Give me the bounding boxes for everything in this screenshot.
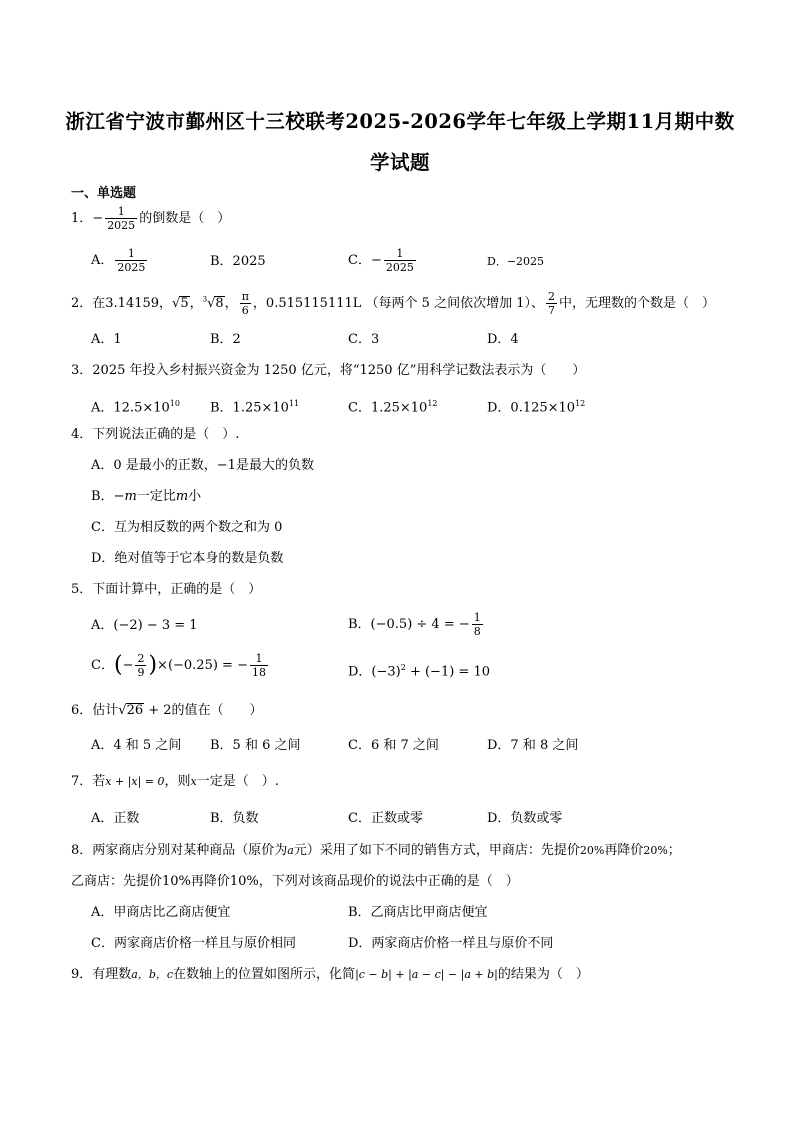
q2-option-b: B．2 (210, 332, 241, 347)
q3-option-b: B．$1.25\times 10^{11}$ (210, 399, 300, 416)
q1-option-b: B．2025 (210, 254, 266, 269)
q5-option-d: D．$(-3)^2 + (-1) = 10$ (348, 663, 490, 680)
q2-option-c: C．3 (348, 332, 380, 347)
q5-option-c: C．(− $\frac{2}{9}$ )×(−0.25) = − $\frac{1}{18}$ (91, 652, 266, 679)
q5-option-a: A．(−2) − 3 = 1 (91, 618, 198, 633)
question-7: 7．若x + |x| = 0，则x一定是（ ）. (71, 774, 279, 789)
q1-option-d: D．−2025 (487, 255, 545, 268)
q5-option-b: B．(−0.5) ÷ 4 = − $\frac{1}{8}$ (348, 611, 481, 638)
q6-option-c: C．6 和 7 之间 (348, 738, 439, 753)
q3-option-c: C．$1.25\times 10^{12}$ (348, 399, 438, 416)
section-heading: 一、单选题 (71, 186, 137, 201)
q8-option-d: D．两家商店价格一样且与原价不同 (348, 936, 554, 951)
question-3: 3．2025 年投入乡村振兴资金为 1250 亿元，将“1250 亿”用科学记数法表示为（ ） (71, 363, 586, 378)
question-8-line1: 8．两家商店分别对某种商品（原价为a元）采用了如下不同的销售方式，甲商店：先提价20%再降价20%； (71, 843, 681, 858)
fraction: $\frac{1}{2025}$ (107, 205, 136, 232)
question-9: 9．有理数a，b，c在数轴上的位置如图所示，化简|c − b| + |a − c| − |a + b|的结果为（ ） (71, 967, 589, 982)
q1-option-c: C．− $\frac{1}{2025}$ (348, 247, 414, 274)
q6-option-a: A．4 和 5 之间 (91, 738, 182, 753)
q3-option-a: A．$12.5\times 10^{10}$ (91, 399, 180, 416)
q2-option-d: D．4 (487, 332, 519, 347)
q8-option-b: B．乙商店比甲商店便宜 (348, 905, 488, 920)
question-2: 2．在3.14159，√5，$^3$√8， $\frac{\pi}{6}$ ，0.515115111L （每两个 5 之间依次增加 1）、 $\frac{2}{7}$ 中，无理数的个数是（ ） (71, 290, 715, 317)
question-4: 4．下列说法正确的是（ ）. (71, 427, 240, 442)
question-6: 6．估计√26 + 2的值在（ ） (71, 703, 263, 718)
q6-option-d: D．7 和 8 之间 (487, 738, 579, 753)
q4-option-c: C．互为相反数的两个数之和为 0 (91, 520, 283, 535)
q7-option-a: A．正数 (91, 811, 140, 826)
q4-option-a: A．0 是最小的正数，−1是最大的负数 (91, 458, 314, 473)
question-1: 1．− $\frac{1}{2025}$ 的倒数是（ ） (71, 205, 231, 232)
q8-option-a: A．甲商店比乙商店便宜 (91, 905, 231, 920)
exam-title-line2: 学试题 (369, 151, 430, 174)
exam-title-line1: 浙江省宁波市鄞州区十三校联考2025-2026学年七年级上学期11月期中数 (65, 110, 735, 133)
q4-option-d: D．绝对值等于它本身的数是负数 (91, 551, 284, 566)
q7-option-b: B．负数 (210, 811, 259, 826)
q7-option-d: D．负数或零 (487, 811, 563, 826)
q3-option-d: D．$0.125\times 10^{12}$ (487, 399, 586, 416)
q7-option-c: C．正数或零 (348, 811, 423, 826)
question-5: 5．下面计算中，正确的是（ ） (71, 582, 262, 597)
question-8-line2: 乙商店：先提价10%再降价10%，下列对该商品现价的说法中正确的是（ ） (71, 874, 519, 889)
q2-option-a: A．1 (91, 332, 122, 347)
q8-option-c: C．两家商店价格一样且与原价相同 (91, 936, 296, 951)
q4-option-b: B．−m一定比m小 (91, 489, 202, 504)
q6-option-b: B．5 和 6 之间 (210, 738, 301, 753)
q1-option-a: A． $\frac{1}{2025}$ (91, 247, 146, 274)
